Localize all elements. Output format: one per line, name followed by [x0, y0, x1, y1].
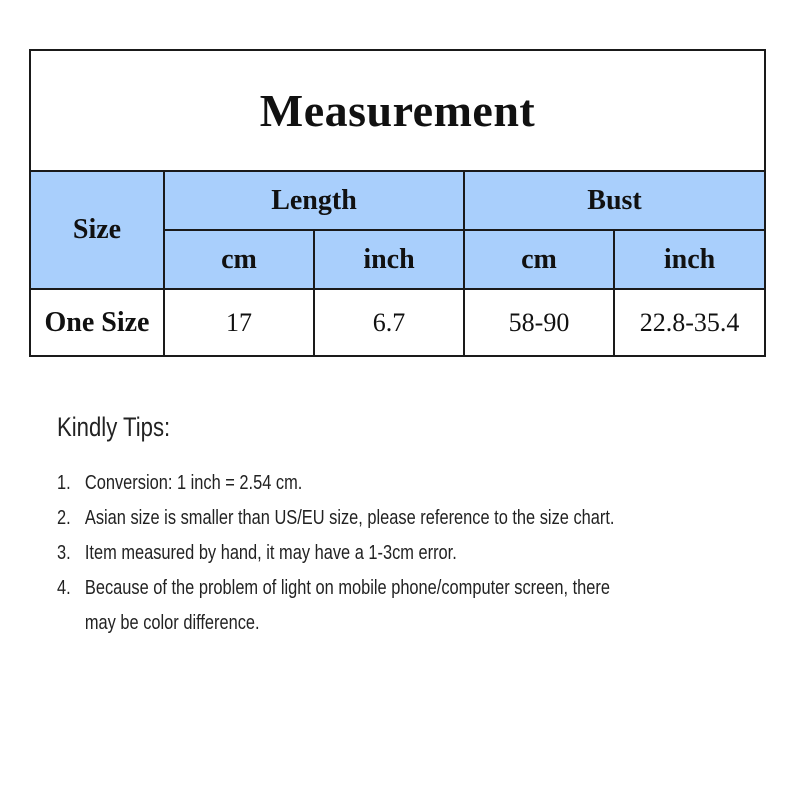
bust-inch-header: inch: [614, 230, 765, 289]
list-item-number: 3.: [57, 542, 71, 564]
length-cm-header: cm: [164, 230, 314, 289]
length-inch-header: inch: [314, 230, 464, 289]
tips-title: Kindly Tips:: [57, 412, 171, 442]
bust-cm-value: 58-90: [464, 289, 614, 356]
list-item-text: Because of the problem of light on mobile phone/computer screen, there may be color difference.: [84, 577, 611, 634]
list-item-number: 1.: [57, 472, 71, 494]
list-item-text: Conversion: 1 inch = 2.54 cm.: [84, 472, 303, 494]
list-item-text: Item measured by hand, it may have a 1-3cm error.: [84, 542, 457, 564]
list-item: [57, 466, 631, 501]
table-title: Measurement: [30, 50, 765, 171]
tips-list: [57, 466, 631, 641]
bust-header: Bust: [464, 171, 765, 230]
table-row: [30, 289, 765, 356]
size-chart-table: [29, 49, 766, 357]
size-header: Size: [30, 171, 164, 289]
length-cm-value: 17: [164, 289, 314, 356]
list-item: [57, 536, 631, 571]
list-item-number: 4.: [57, 577, 71, 599]
length-inch-value: 6.7: [314, 289, 464, 356]
list-item-number: 2.: [57, 507, 71, 529]
list-item: [57, 501, 631, 536]
bust-inch-value: 22.8-35.4: [614, 289, 765, 356]
kindly-tips: [57, 410, 631, 641]
length-header: Length: [164, 171, 464, 230]
list-item-text: Asian size is smaller than US/EU size, please reference to the size chart.: [84, 507, 615, 529]
list-item: [57, 571, 631, 641]
row-label: One Size: [30, 289, 164, 356]
bust-cm-header: cm: [464, 230, 614, 289]
